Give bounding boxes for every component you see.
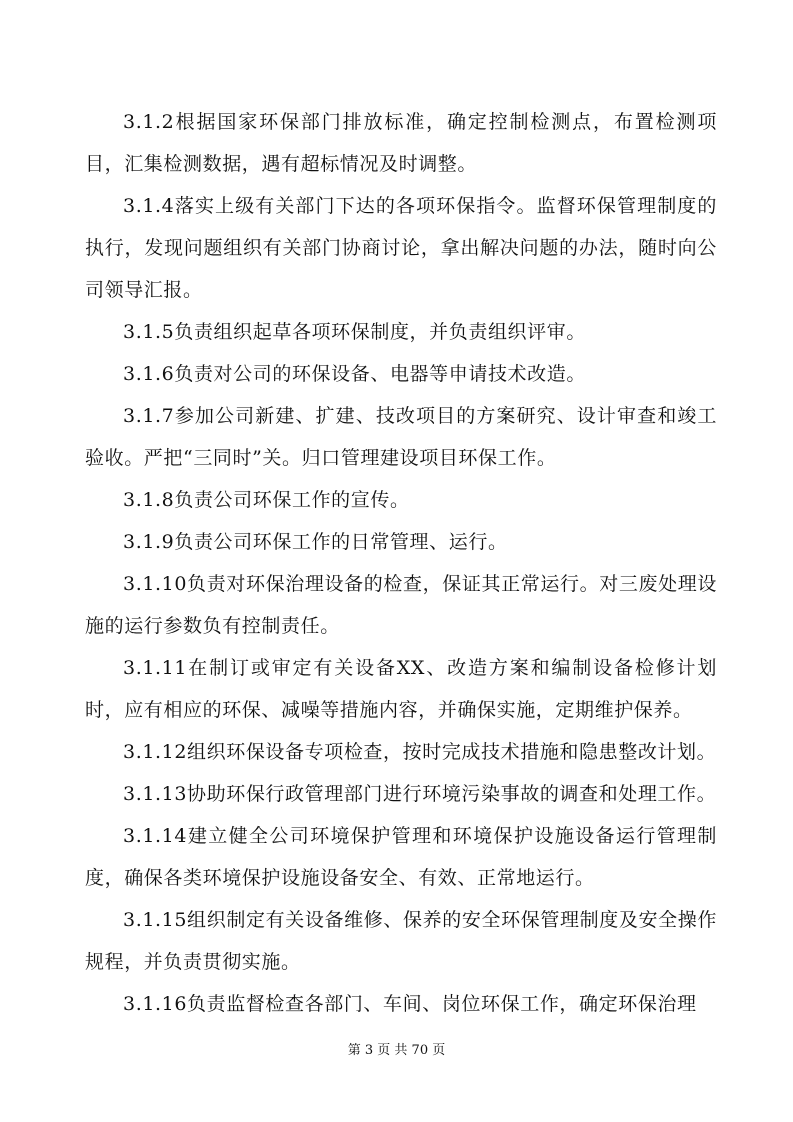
paragraph-3-1-5: 3.1.5负责组织起草各项环保制度，并负责组织评审。	[123, 321, 586, 343]
paragraph-3-1-14: 3.1.14建立健全公司环境保护管理和环境保护设施设备运行管理制度，确保各类环境保护设施设备安全、有效、正常地运行。	[85, 825, 717, 889]
paragraph-3-1-13: 3.1.13协助环保行政管理部门进行环境污染事故的调查和处理工作。	[123, 783, 717, 805]
page-number-label: 第 3 页 共 70 页	[347, 1043, 446, 1058]
paragraph-3-1-11: 3.1.11在制订或审定有关设备XX、改造方案和编制设备检修计划时，应有相应的环保、减噪等措施内容，并确保实施，定期维护保养。	[85, 657, 717, 721]
page-footer	[0, 1042, 793, 1060]
paragraph-3-1-12: 3.1.12组织环保设备专项检查，按时完成技术措施和隐患整改计划。	[123, 741, 717, 763]
paragraph-3-1-16: 3.1.16负责监督检查各部门、车间、岗位环保工作，确定环保治理	[123, 993, 697, 1015]
paragraph-3-1-15: 3.1.15组织制定有关设备维修、保养的安全环保管理制度及安全操作规程，并负责贯彻实施。	[85, 909, 717, 973]
paragraph-3-1-6: 3.1.6负责对公司的环保设备、电器等申请技术改造。	[123, 363, 586, 385]
paragraph-3-1-9: 3.1.9负责公司环保工作的日常管理、运行。	[123, 531, 508, 553]
paragraph-3-1-8: 3.1.8负责公司环保工作的宣传。	[123, 489, 410, 511]
paragraph-3-1-2: 3.1.2根据国家环保部门排放标准，确定控制检测点，布置检测项目，汇集检测数据，遇有超标情况及时调整。	[85, 111, 717, 175]
paragraph-3-1-10: 3.1.10负责对环保治理设备的检查，保证其正常运行。对三废处理设施的运行参数负有控制责任。	[85, 573, 717, 637]
document-body	[85, 101, 717, 1025]
paragraph-3-1-4: 3.1.4落实上级有关部门下达的各项环保指令。监督环保管理制度的执行，发现问题组织有关部门协商讨论，拿出解决问题的办法，随时向公司领导汇报。	[85, 195, 717, 301]
paragraph-3-1-7: 3.1.7参加公司新建、扩建、技改项目的方案研究、设计审查和竣工验收。严把“三同时”关。归口管理建设项目环保工作。	[85, 405, 717, 469]
